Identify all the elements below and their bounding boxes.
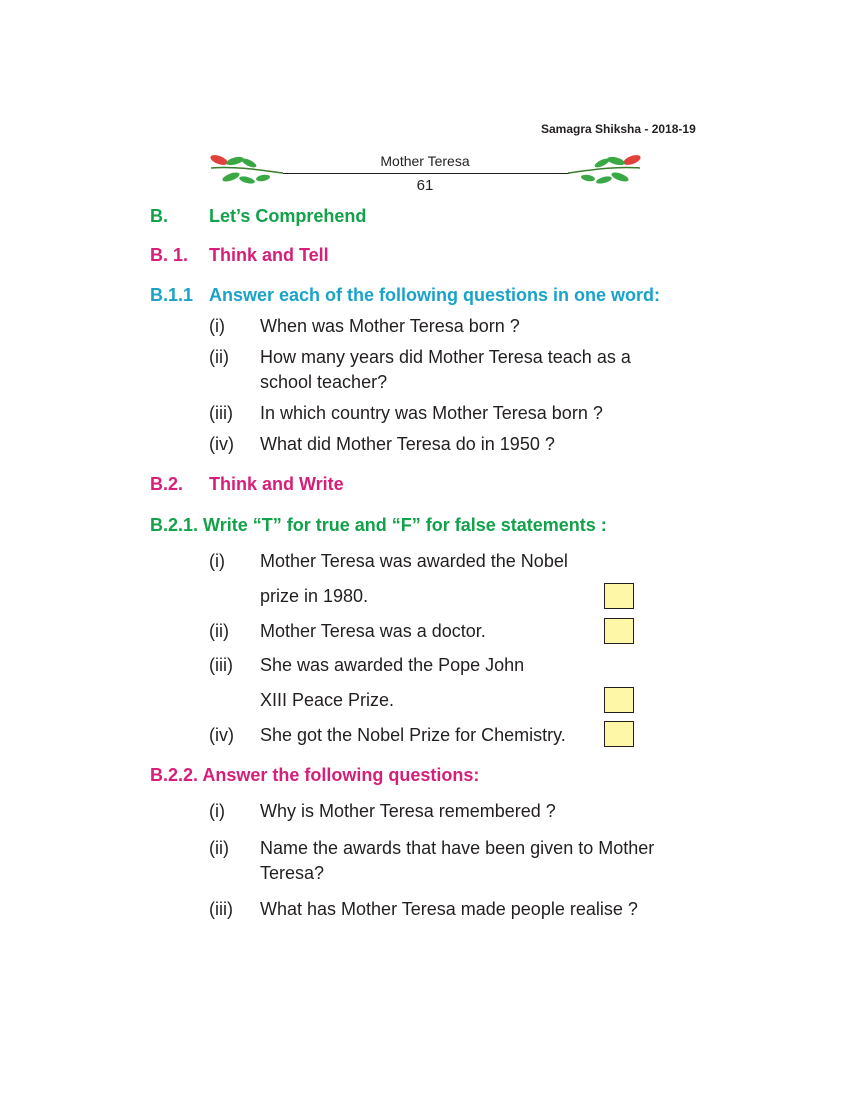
statement-text: prize in 1980. (260, 586, 369, 606)
question-text: How many years did Mother Teresa teach as a (260, 347, 631, 367)
question-number: (ii) (209, 838, 229, 858)
question-number: (iv) (209, 434, 234, 454)
section-title: Think and Tell (209, 245, 329, 265)
statement-text: XIII Peace Prize. (260, 690, 395, 710)
question-text: In which country was Mother Teresa born ? (260, 403, 603, 423)
section-number: B.1.1 (150, 285, 194, 305)
section-number: B. 1. (150, 245, 189, 265)
chapter-title: Mother Teresa (380, 153, 470, 169)
question-text: Teresa? (260, 863, 325, 883)
question-text: Name the awards that have been given to Mother (260, 838, 655, 858)
answer-box[interactable] (604, 721, 634, 747)
publisher-label: Samagra Shiksha - 2018-19 (541, 122, 696, 136)
question-text: Why is Mother Teresa remembered ? (260, 801, 556, 821)
statement-text: Mother Teresa was awarded the Nobel (260, 551, 568, 571)
statement-number: (iv) (209, 725, 234, 745)
section-number: B. (150, 206, 168, 226)
question-text: school teacher? (260, 372, 388, 392)
statement-number: (ii) (209, 621, 229, 641)
question-text: What did Mother Teresa do in 1950 ? (260, 434, 555, 454)
statement-number: (i) (209, 551, 225, 571)
section-title: Let’s Comprehend (209, 206, 367, 226)
header-rule (283, 173, 569, 174)
section-b22-heading (150, 765, 479, 786)
section-title: Write “T” for true and “F” for false statements : (203, 515, 607, 535)
question-text: When was Mother Teresa born ? (260, 316, 520, 336)
question-number: (i) (209, 801, 225, 821)
section-title: Answer the following questions: (202, 765, 480, 785)
section-number: B.2.1. (150, 515, 199, 535)
answer-box[interactable] (604, 687, 634, 713)
section-number: B.2. (150, 474, 184, 494)
leaf-branch-icon (566, 150, 646, 190)
question-number: (ii) (209, 347, 229, 367)
question-number: (i) (209, 316, 225, 336)
question-text: What has Mother Teresa made people realise ? (260, 899, 638, 919)
statement-text: Mother Teresa was a doctor. (260, 621, 486, 641)
section-title: Think and Write (209, 474, 344, 494)
statement-text: She got the Nobel Prize for Chemistry. (260, 725, 566, 745)
section-number: B.2.2. (150, 765, 199, 785)
question-number: (iii) (209, 899, 233, 919)
answer-box[interactable] (604, 618, 634, 644)
section-title: Answer each of the following questions in one word: (209, 285, 661, 305)
page-number: 61 (416, 177, 434, 194)
statement-text: She was awarded the Pope John (260, 655, 525, 675)
answer-box[interactable] (604, 583, 634, 609)
statement-number: (iii) (209, 655, 233, 675)
section-b21-heading (150, 515, 607, 536)
question-number: (iii) (209, 403, 233, 423)
